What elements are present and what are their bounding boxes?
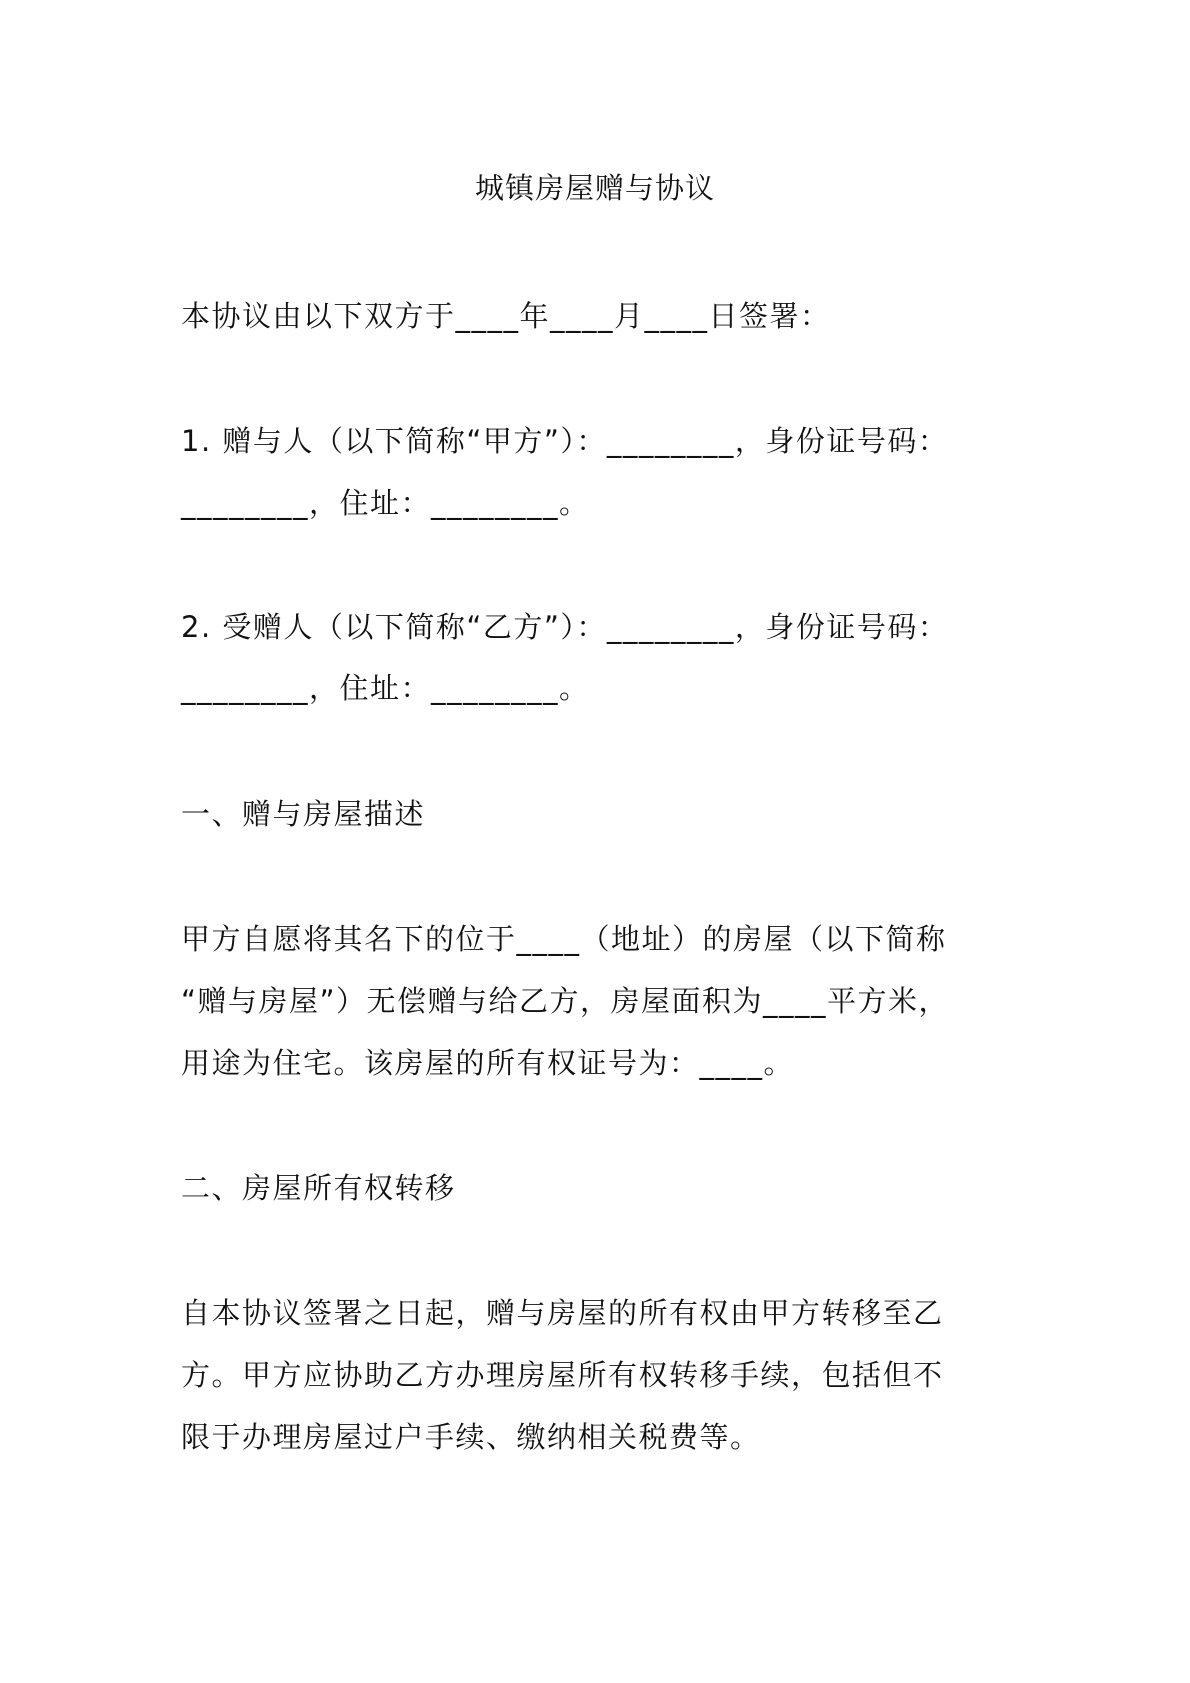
section-1-line: 甲方自愿将其名下的位于____（地址）的房屋（以下简称: [181, 922, 947, 956]
party-b-line-1: 2. 受赠人（以下简称“乙方”）：________，身份证号码：: [181, 610, 949, 644]
section-1-line: “赠与房屋”）无偿赠与给乙方，房屋面积为____平方米，: [181, 984, 950, 1018]
document-title: 城镇房屋赠与协议: [474, 171, 715, 205]
signing-date-line: 本协议由以下双方于____年____月____日签署：: [181, 299, 831, 333]
section-1-heading: 一、赠与房屋描述: [181, 797, 426, 831]
section-2-line: 方。甲方应协助乙方办理房屋所有权转移手续，包括但不: [181, 1358, 944, 1392]
section-2-line: 自本协议签署之日起，赠与房屋的所有权由甲方转移至乙: [181, 1296, 944, 1330]
party-a-line-2: ________，住址：________。: [181, 486, 590, 520]
section-2-heading: 二、房屋所有权转移: [181, 1171, 456, 1205]
party-b-line-2: ________，住址：________。: [181, 671, 590, 705]
section-2-line: 限于办理房屋过户手续、缴纳相关税费等。: [181, 1420, 761, 1454]
section-1-line: 用途为住宅。该房屋的所有权证号为：____。: [181, 1046, 795, 1080]
party-a-line-1: 1. 赠与人（以下简称“甲方”）：________，身份证号码：: [181, 424, 949, 458]
